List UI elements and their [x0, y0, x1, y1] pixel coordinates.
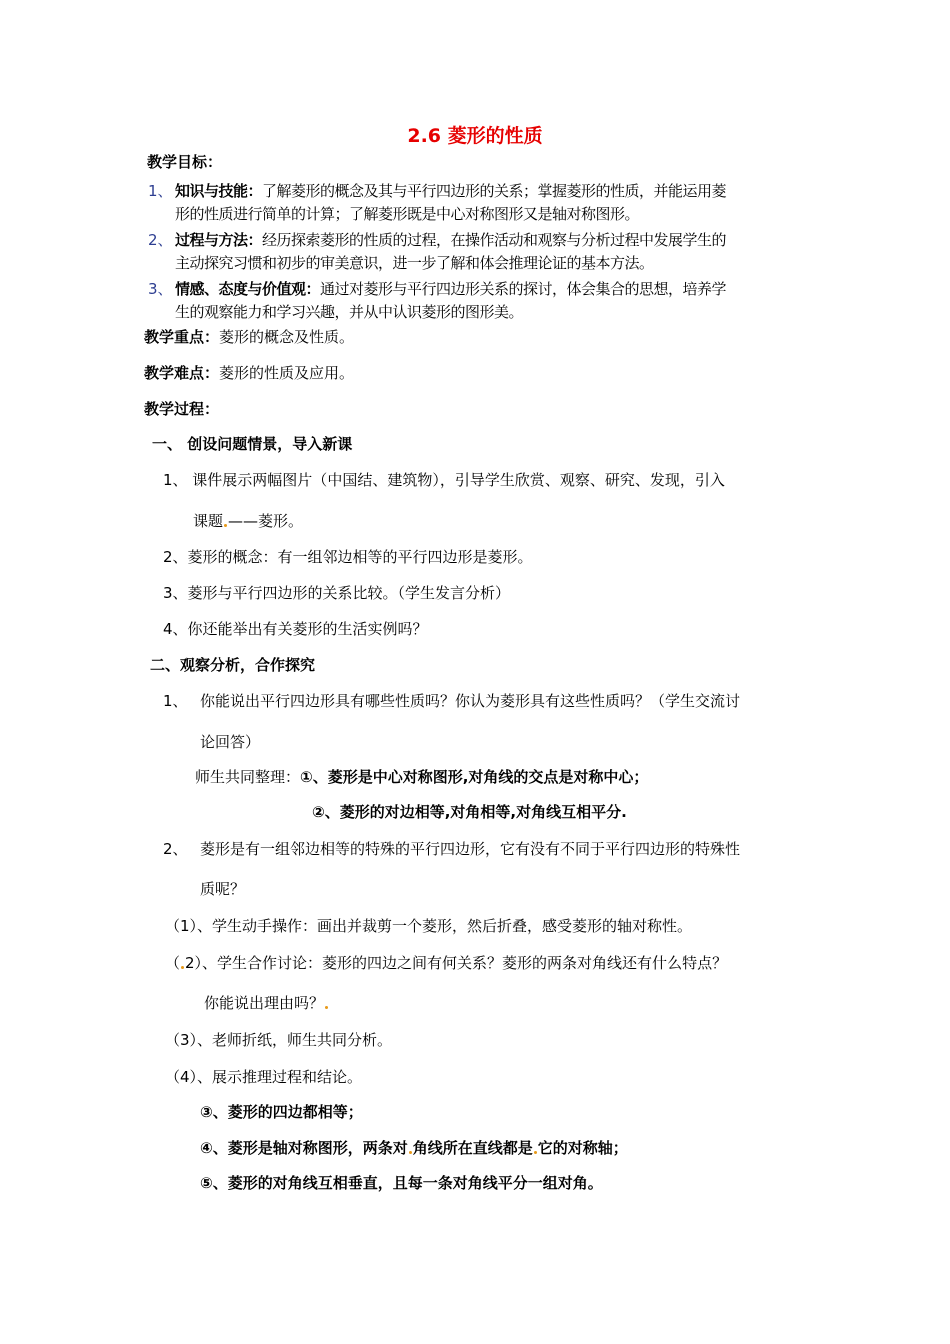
step-4: （4）、展示推理过程和结论。	[165, 1068, 363, 1086]
step-3: （3）、老师折纸，师生共同分析。	[165, 1031, 393, 1049]
process-heading: 教学过程：	[144, 400, 220, 418]
difficulty-text: 菱形的性质及应用。	[219, 364, 355, 382]
section1-item1-line2-part2: ——菱形。	[228, 512, 304, 530]
section2-q2-number: 2、	[163, 840, 188, 858]
section1-item1-line2	[193, 512, 303, 530]
section1-item4: 4、你还能举出有关菱形的生活实例吗？	[163, 620, 428, 638]
objective-2-text: 经历探索菱形的性质的过程，在操作活动和观察与分析过程中发展学生的	[262, 231, 727, 249]
objective-3-label: 情感、态度与价值观：	[175, 280, 321, 298]
step-2-open: （	[165, 954, 181, 972]
section1-item3: 3、菱形与平行四边形的关系比较。（学生发言分析）	[163, 584, 511, 602]
summary-2: ②、菱形的对边相等,对角相等,对角线互相平分.	[312, 803, 627, 821]
page-title: 2.6 菱形的性质	[407, 125, 543, 147]
conclusion-4	[200, 1139, 628, 1157]
objective-3-line2: 生的观察能力和学习兴趣，并从中认识菱形的图形美。	[175, 303, 524, 321]
marker-dot	[181, 966, 184, 969]
step-2-line2-text: 你能说出理由吗？	[204, 994, 325, 1012]
key-point	[144, 328, 354, 346]
section2-q2-line2: 质呢？	[200, 880, 246, 898]
conclusion-5: ⑤、菱形的对角线互相垂直，且每一条对角线平分一组对角。	[200, 1174, 603, 1192]
objective-3-line1	[175, 280, 726, 298]
section1-heading: 一、 创设问题情景，导入新课	[152, 435, 353, 453]
objective-1-number: 1、	[148, 182, 173, 200]
marker-dot	[325, 1006, 328, 1009]
objective-2-line2: 主动探究习惯和初步的审美意识，进一步了解和体会推理论证的基本方法。	[175, 254, 654, 272]
marker-dot	[534, 1151, 537, 1154]
conclusion-3: ③、菱形的四边都相等；	[200, 1103, 363, 1121]
objective-1-line2: 形的性质进行简单的计算；了解菱形既是中心对称图形又是轴对称图形。	[175, 205, 640, 223]
step-2	[165, 954, 727, 972]
key-point-text: 菱形的概念及性质。	[219, 328, 355, 346]
section1-item2: 2、菱形的概念：有一组邻边相等的平行四边形是菱形。	[163, 548, 533, 566]
objective-1-line1	[175, 182, 726, 200]
section2-q1-line1: 你能说出平行四边形具有哪些性质吗？你认为菱形具有这些性质吗？（学生交流讨	[200, 692, 741, 710]
marker-dot	[409, 1151, 412, 1154]
conclusion-4-part2: 角线所在直线都是	[412, 1139, 533, 1157]
objective-2-label: 过程与方法：	[175, 231, 263, 249]
section2-q1-number: 1、	[163, 692, 188, 710]
objective-2-line1	[175, 231, 726, 249]
difficulty	[144, 364, 354, 382]
section2-heading: 二、观察分析，合作探究	[150, 656, 316, 674]
conclusion-4-part3: 它的对称轴；	[537, 1139, 628, 1157]
objectives-heading: 教学目标：	[147, 153, 223, 171]
step-2-text: 2）、学生合作讨论：菱形的四边之间有何关系？菱形的两条对角线还有什么特点？	[185, 954, 728, 972]
section1-item1-line1: 1、 课件展示两幅图片（中国结、建筑物），引导学生欣赏、观察、研究、发现，引入	[163, 471, 725, 489]
summary-line1	[195, 768, 648, 786]
step-1: （1）、学生动手操作：画出并裁剪一个菱形，然后折叠，感受菱形的轴对称性。	[165, 917, 693, 935]
summary-1: ①、菱形是中心对称图形,对角线的交点是对称中心；	[300, 768, 649, 786]
marker-dot	[224, 524, 227, 527]
difficulty-label: 教学难点：	[144, 364, 220, 382]
section2-q1-line2: 论回答）	[200, 733, 261, 751]
key-point-label: 教学重点：	[144, 328, 220, 346]
objective-1-text: 了解菱形的概念及其与平行四边形的关系；掌握菱形的性质，并能运用菱	[262, 182, 727, 200]
objective-2-number: 2、	[148, 231, 173, 249]
summary-label: 师生共同整理：	[195, 768, 301, 786]
conclusion-4-part1: ④、菱形是轴对称图形，两条对	[200, 1139, 408, 1157]
objective-3-text: 通过对菱形与平行四边形关系的探讨，体会集合的思想，培养学	[320, 280, 727, 298]
step-2-line2	[204, 994, 329, 1012]
section1-item1-line2-part1: 课题	[193, 512, 224, 530]
objective-1-label: 知识与技能：	[175, 182, 263, 200]
objective-3-number: 3、	[148, 280, 173, 298]
section2-q2-line1: 菱形是有一组邻边相等的特殊的平行四边形，它有没有不同于平行四边形的特殊性	[200, 840, 741, 858]
